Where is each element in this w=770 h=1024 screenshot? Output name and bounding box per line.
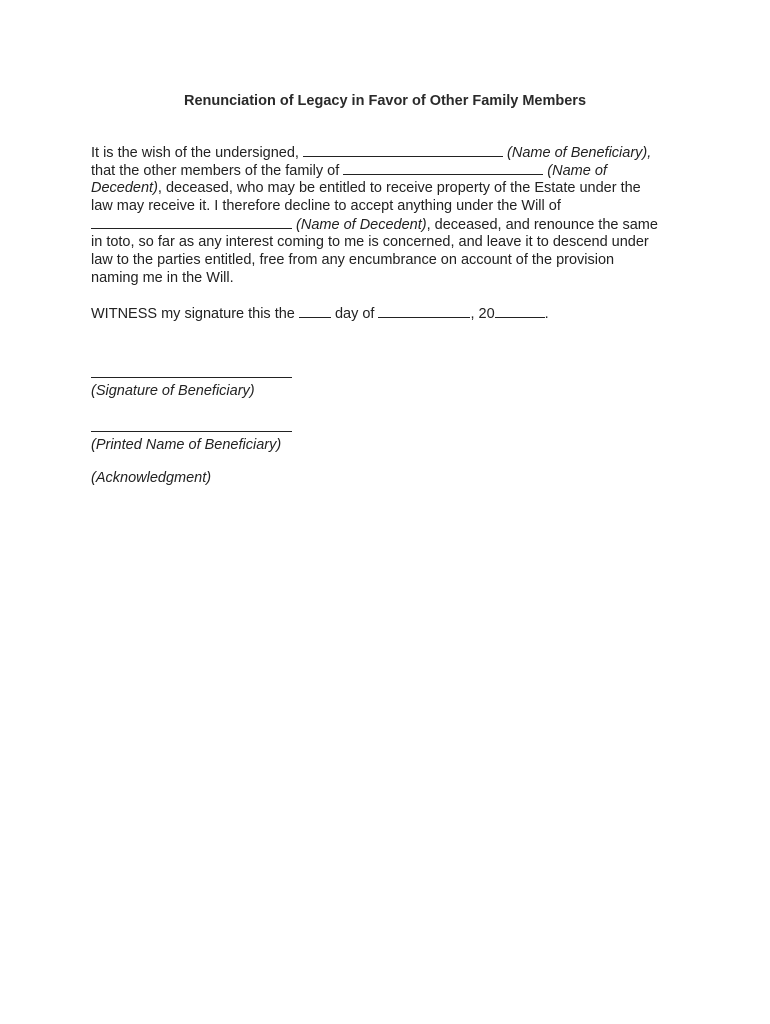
text-segment: , 20 xyxy=(470,306,495,322)
paragraph-line-3 xyxy=(91,179,641,197)
printed-name-caption: (Printed Name of Beneficiary) xyxy=(91,437,282,453)
text-segment: . xyxy=(544,306,549,322)
acknowledgment-label: (Acknowledgment) xyxy=(91,470,212,486)
text-segment: that the other members of the family of xyxy=(91,163,340,179)
month-blank[interactable] xyxy=(378,304,470,318)
paragraph-line-6: in toto, so far as any interest coming to me is concerned, and leave it to descend under xyxy=(91,234,649,250)
printed-name-line[interactable] xyxy=(91,431,292,432)
paragraph-line-8: naming me in the Will. xyxy=(91,270,234,286)
beneficiary-name-blank[interactable] xyxy=(303,143,503,157)
text-segment: It is the wish of the undersigned, xyxy=(91,145,299,161)
paragraph-line-5 xyxy=(91,215,658,234)
paragraph-line-1 xyxy=(91,143,651,162)
text-segment: , deceased, who may be entitled to receive property of the Estate under the xyxy=(157,180,641,196)
text-segment: day of xyxy=(334,306,375,322)
paragraph-line-4: law may receive it. I therefore decline to accept anything under the Will of xyxy=(91,198,561,214)
signature-caption: (Signature of Beneficiary) xyxy=(91,383,255,399)
text-segment: WITNESS my signature this the xyxy=(91,306,295,322)
text-segment: Decedent) xyxy=(91,180,158,196)
text-segment: , deceased, and renounce the same xyxy=(426,217,658,233)
document-title: Renunciation of Legacy in Favor of Other Family Members xyxy=(183,93,587,109)
day-blank[interactable] xyxy=(299,304,331,318)
text-segment: (Name of Decedent) xyxy=(296,217,427,233)
year-blank[interactable] xyxy=(495,304,545,318)
signature-line[interactable] xyxy=(91,377,292,378)
decedent-family-name-blank[interactable] xyxy=(343,161,543,175)
paragraph-line-7: law to the parties entitled, free from any encumbrance on account of the provision xyxy=(91,252,615,268)
paragraph-line-2 xyxy=(91,161,607,180)
witness-line xyxy=(91,304,549,323)
text-segment: (Name of Beneficiary), xyxy=(507,145,652,161)
decedent-name-blank[interactable] xyxy=(91,215,292,229)
text-segment: (Name of xyxy=(547,163,607,179)
